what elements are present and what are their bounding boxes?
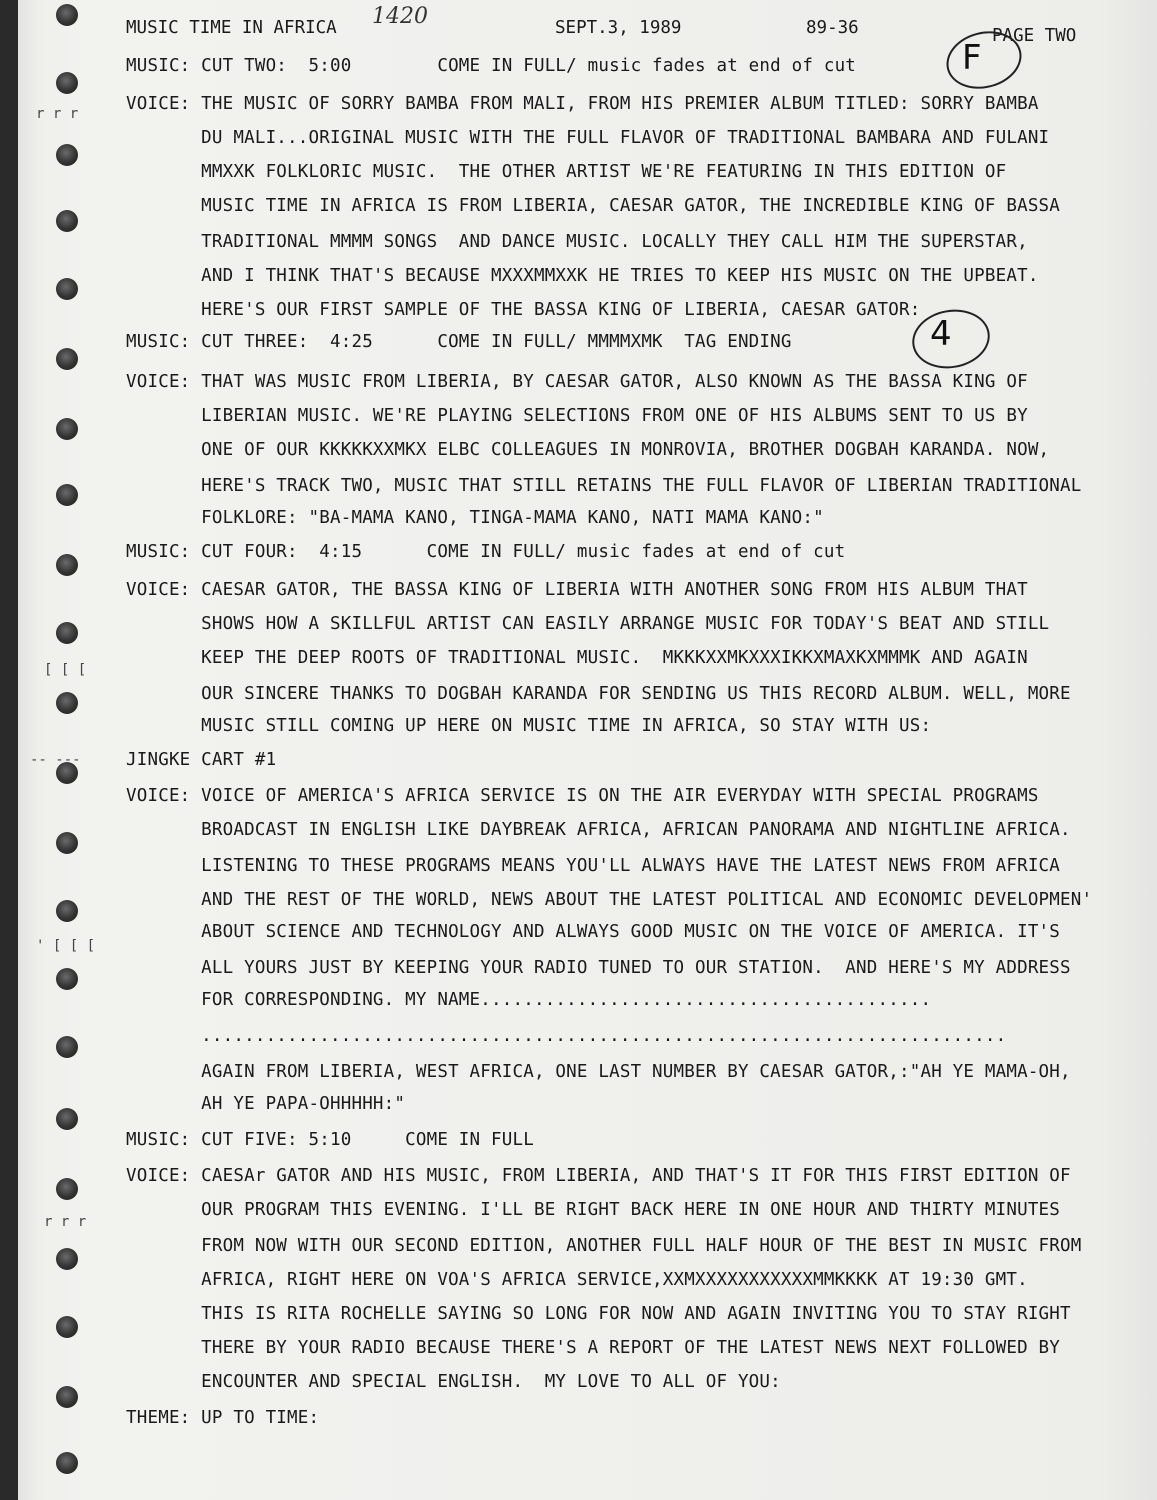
feed-hole (56, 72, 78, 94)
page-number: PAGE TWO (992, 26, 1077, 46)
script-line: MUSIC: CUT FIVE: 5:10 COME IN FULL (126, 1130, 534, 1150)
margin-mark: -- --- (30, 752, 81, 768)
script-line: AND I THINK THAT'S BECAUSE MXXXMMXXK HE TRIES TO KEEP HIS MUSIC ON THE UPBEAT. (126, 266, 1039, 286)
script-line: MMXXK FOLKLORIC MUSIC. THE OTHER ARTIST WE'RE FEATURING IN THIS EDITION OF (126, 162, 1007, 182)
script-line: HERE'S TRACK TWO, MUSIC THAT STILL RETAINS THE FULL FLAVOR OF LIBERIAN TRADITIONAL (126, 476, 1082, 496)
script-number: 89-36 (806, 18, 859, 38)
script-line: VOICE: THE MUSIC OF SORRY BAMBA FROM MALI, FROM HIS PREMIER ALBUM TITLED: SORRY BAMBA (126, 94, 1039, 114)
script-line: ........................................................................... (126, 1026, 1007, 1046)
program-title: MUSIC TIME IN AFRICA (126, 18, 337, 38)
handwritten-note: 1420 (372, 4, 428, 29)
script-line: ENCOUNTER AND SPECIAL ENGLISH. MY LOVE TO ALL OF YOU: (126, 1372, 781, 1392)
script-line: MUSIC TIME IN AFRICA IS FROM LIBERIA, CAESAR GATOR, THE INCREDIBLE KING OF BASSA (126, 196, 1061, 216)
feed-hole (56, 622, 78, 644)
feed-hole (56, 1452, 78, 1474)
script-line: LIBERIAN MUSIC. WE'RE PLAYING SELECTIONS FROM ONE OF HIS ALBUMS SENT TO US BY (126, 406, 1028, 426)
margin-mark: ' [ [ [ (36, 938, 96, 954)
feed-hole (56, 418, 78, 440)
margin-mark: r r r (36, 106, 79, 122)
margin-mark: r r r (44, 1214, 87, 1230)
script-line: OUR SINCERE THANKS TO DOGBAH KARANDA FOR SENDING US THIS RECORD ALBUM. WELL, MORE (126, 684, 1071, 704)
script-line: FOLKLORE: "BA-MAMA KANO, TINGA-MAMA KANO, NATI MAMA KANO:" (126, 508, 824, 528)
script-line: KEEP THE DEEP ROOTS OF TRADITIONAL MUSIC. MKKKXXMKXXXIKKXMAXKXMMMK AND AGAIN (126, 648, 1028, 668)
feed-hole (56, 210, 78, 232)
handwritten-mark-4: 4 (930, 314, 952, 354)
script-line: VOICE: THAT WAS MUSIC FROM LIBERIA, BY CAESAR GATOR, ALSO KNOWN AS THE BASSA KING OF (126, 372, 1028, 392)
script-line: VOICE: CAESAr GATOR AND HIS MUSIC, FROM LIBERIA, AND THAT'S IT FOR THIS FIRST EDITION OF (126, 1166, 1071, 1186)
script-line: THERE BY YOUR RADIO BECAUSE THERE'S A REPORT OF THE LATEST NEWS NEXT FOLLOWED BY (126, 1338, 1061, 1358)
feed-hole (56, 484, 78, 506)
script-line: ABOUT SCIENCE AND TECHNOLOGY AND ALWAYS GOOD MUSIC ON THE VOICE OF AMERICA. IT'S (126, 922, 1061, 942)
script-line: ONE OF OUR KKKKKXXMKX ELBC COLLEAGUES IN MONROVIA, BROTHER DOGBAH KARANDA. NOW, (126, 440, 1050, 460)
margin-mark: [ [ [ (44, 662, 87, 678)
script-line: BROADCAST IN ENGLISH LIKE DAYBREAK AFRICA, AFRICAN PANORAMA AND NIGHTLINE AFRICA. (126, 820, 1071, 840)
script-line: LISTENING TO THESE PROGRAMS MEANS YOU'LL ALWAYS HAVE THE LATEST NEWS FROM AFRICA (126, 856, 1061, 876)
feed-hole (56, 1386, 78, 1408)
script-line: THIS IS RITA ROCHELLE SAYING SO LONG FOR NOW AND AGAIN INVITING YOU TO STAY RIGHT (126, 1304, 1071, 1324)
script-line: AFRICA, RIGHT HERE ON VOA'S AFRICA SERVICE,XXMXXXXXXXXXXXMMKKKK AT 19:30 GMT. (126, 1270, 1028, 1290)
script-line: MUSIC STILL COMING UP HERE ON MUSIC TIME IN AFRICA, SO STAY WITH US: (126, 716, 932, 736)
feed-hole (56, 692, 78, 714)
script-line: FOR CORRESPONDING. MY NAME.......................................... (126, 990, 932, 1010)
script-line: JINGKE CART #1 (126, 750, 277, 770)
script-line: SHOWS HOW A SKILLFUL ARTIST CAN EASILY ARRANGE MUSIC FOR TODAY'S BEAT AND STILL (126, 614, 1050, 634)
feed-hole (56, 968, 78, 990)
script-line: MUSIC: CUT FOUR: 4:15 COME IN FULL/ music fades at end of cut (126, 542, 846, 562)
feed-hole (56, 1316, 78, 1338)
script-line: VOICE: CAESAR GATOR, THE BASSA KING OF LIBERIA WITH ANOTHER SONG FROM HIS ALBUM THAT (126, 580, 1028, 600)
script-line: FROM NOW WITH OUR SECOND EDITION, ANOTHER FULL HALF HOUR OF THE BEST IN MUSIC FROM (126, 1236, 1082, 1256)
script-line: TRADITIONAL MMMM SONGS AND DANCE MUSIC. LOCALLY THEY CALL HIM THE SUPERSTAR, (126, 232, 1028, 252)
script-line: THEME: UP TO TIME: (126, 1408, 320, 1428)
feed-hole (56, 1178, 78, 1200)
script-line: HERE'S OUR FIRST SAMPLE OF THE BASSA KING OF LIBERIA, CAESAR GATOR: (126, 300, 921, 320)
script-line: DU MALI...ORIGINAL MUSIC WITH THE FULL FLAVOR OF TRADITIONAL BAMBARA AND FULANI (126, 128, 1050, 148)
feed-hole (56, 1036, 78, 1058)
feed-hole (56, 348, 78, 370)
scan-edge (0, 0, 18, 1500)
script-line: AND THE REST OF THE WORLD, NEWS ABOUT THE LATEST POLITICAL AND ECONOMIC DEVELOPMEN' (126, 890, 1093, 910)
script-line: ALL YOURS JUST BY KEEPING YOUR RADIO TUNED TO OUR STATION. AND HERE'S MY ADDRESS (126, 958, 1071, 978)
feed-hole (56, 1248, 78, 1270)
script-line: MUSIC: CUT TWO: 5:00 COME IN FULL/ music fades at end of cut (126, 56, 857, 76)
script-line: VOICE: VOICE OF AMERICA'S AFRICA SERVICE IS ON THE AIR EVERYDAY WITH SPECIAL PROGRAMS (126, 786, 1039, 806)
feed-hole (56, 900, 78, 922)
script-line: AGAIN FROM LIBERIA, WEST AFRICA, ONE LAST NUMBER BY CAESAR GATOR,:"AH YE MAMA-OH, (126, 1062, 1071, 1082)
feed-hole (56, 1108, 78, 1130)
feed-hole (56, 278, 78, 300)
handwritten-mark-f: F (962, 38, 982, 78)
script-line: MUSIC: CUT THREE: 4:25 COME IN FULL/ MMMMXMK TAG ENDING (126, 332, 792, 352)
script-date: SEPT.3, 1989 (555, 18, 682, 38)
feed-hole (56, 144, 78, 166)
script-line: AH YE PAPA-OHHHHH:" (126, 1094, 406, 1114)
feed-hole (56, 832, 78, 854)
feed-hole (56, 554, 78, 576)
script-line: OUR PROGRAM THIS EVENING. I'LL BE RIGHT BACK HERE IN ONE HOUR AND THIRTY MINUTES (126, 1200, 1061, 1220)
feed-hole (56, 4, 78, 26)
